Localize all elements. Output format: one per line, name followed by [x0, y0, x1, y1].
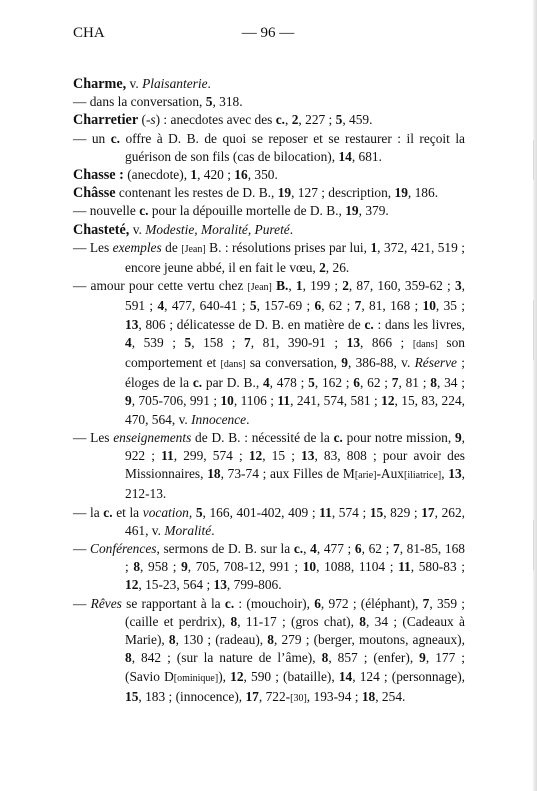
headword: Chasteté,: [73, 221, 130, 238]
index-headword-entry: [73, 184, 465, 202]
margin-mark: [533, 520, 534, 570]
page-header: [73, 25, 463, 45]
index-headword-entry: [73, 221, 465, 239]
running-head: CHA: [73, 25, 105, 41]
entry-text: — Les enseignements de D. B. : nécessité de la c. pour notre mission, 9, 922 ; 11, 299, 574 ; 12, 15 ; 13, 83, 808 ; pour avoir des Missionnaires, 18, 73-74 ; aux Filles de M[arie]-Aux[iliatrice], 13, 212-13.: [73, 429, 466, 502]
headword: Charme,: [73, 76, 127, 92]
index-subentry: [73, 93, 465, 111]
entry-text: v. Plaisanterie.: [126, 76, 211, 91]
index-headword-entry: [73, 166, 465, 184]
page-edge: [533, 0, 537, 791]
entry-text: — Les exemples de [Jean] B. : résolutions prises par lui, 1, 372, 421, 519 ; encore jeune abbé, il en fait le vœu, 2, 26.: [73, 239, 466, 276]
entry-text: (-s) : anecdotes avec des c., 2, 227 ; 5, 459.: [138, 112, 373, 128]
entry-text: v. Modestie, Moralité, Pureté.: [129, 221, 294, 237]
index-subentry: [73, 202, 465, 220]
margin-mark: [533, 300, 534, 360]
entry-text: contenant les restes de D. B., 19, 127 ; description, 19, 186.: [115, 185, 439, 201]
index-subentry: [73, 504, 465, 540]
entry-text: — nouvelle c. pour la dépouille mortelle de D. B., 19, 379.: [73, 203, 389, 219]
entry-text: (anecdote), 1, 420 ; 16, 350.: [123, 167, 278, 183]
index-entries: [73, 75, 465, 708]
index-headword-entry: [73, 111, 465, 129]
index-headword-entry: [73, 75, 465, 93]
entry-text: — la c. et la vocation, 5, 166, 401-402, 409 ; 11, 574 ; 15, 829 ; 17, 262, 461, v. Moralité.: [73, 504, 466, 538]
margin-mark: [533, 140, 534, 180]
index-subentry: [73, 429, 465, 504]
index-subentry: [73, 277, 465, 429]
index-subentry: [73, 130, 465, 166]
entry-text: — Conférences, sermons de D. B. sur la c., 4, 477 ; 6, 62 ; 7, 81-85, 168 ; 8, 958 ; 9, 705, 708-12, 991 ; 10, 1088, 1104 ; 11, 580-83 ; 12, 15-23, 564 ; 13, 799-806.: [73, 541, 465, 593]
index-subentry: [73, 540, 465, 595]
headword: Chasse :: [73, 167, 124, 184]
headword: Charretier: [73, 112, 139, 129]
headword: Châsse: [73, 185, 116, 202]
entry-text: — amour pour cette vertu chez [Jean] B., 1, 199 ; 2, 87, 160, 359-62 ; 3, 591 ; 4, 477, 640-41 ; 5, 157-69 ; 6, 62 ; 7, 81, 168 ; 10, 35 ; 13, 806 ; délicatesse de D. B. en matière de c. : dans les livres, 4, 539 ; 5, 158 ; 7, 81, 390-91 ; 13, 866 ; [dans] son comportement et [dans] sa conversation, 9, 386-88, v. Réserve ; éloges de la c. par D. B., 4, 478 ; 5, 162 ; 6, 62 ; 7, 81 ; 8, 34 ; 9, 705-706, 991 ; 10, 1106 ; 11, 241, 574, 581 ; 12, 15, 83, 224, 470, 564, v. Innocence.: [73, 278, 465, 427]
entry-text: — un c. offre à D. B. de quoi se reposer et se restaurer : il reçoit la guérison de son fils (cas de bilocation), 14, 681.: [73, 130, 465, 164]
entry-text: — Rêves se rapportant à la c. : (mouchoir), 6, 972 ; (éléphant), 7, 359 ; (caille et perdrix), 8, 11-17 ; (gros chat), 8, 34 ; (Cadeaux à Marie), 8, 130 ; (radeau), 8, 279 ; (berger, moutons, agneaux), 8, 842 ; (sur la nature de l’âme), 8, 857 ; (enfer), 9, 177 ; (Savio D[ominique]), 12, 590 ; (bataille), 14, 124 ; (personnage), 15, 183 ; (innocence), 17, 722-[30], 193-94 ; 18, 254.: [73, 595, 466, 704]
index-subentry: [73, 239, 465, 277]
entry-text: — dans la conversation, 5, 318.: [73, 94, 243, 110]
page-number: — 96 —: [241, 25, 295, 41]
index-subentry: [73, 595, 465, 708]
